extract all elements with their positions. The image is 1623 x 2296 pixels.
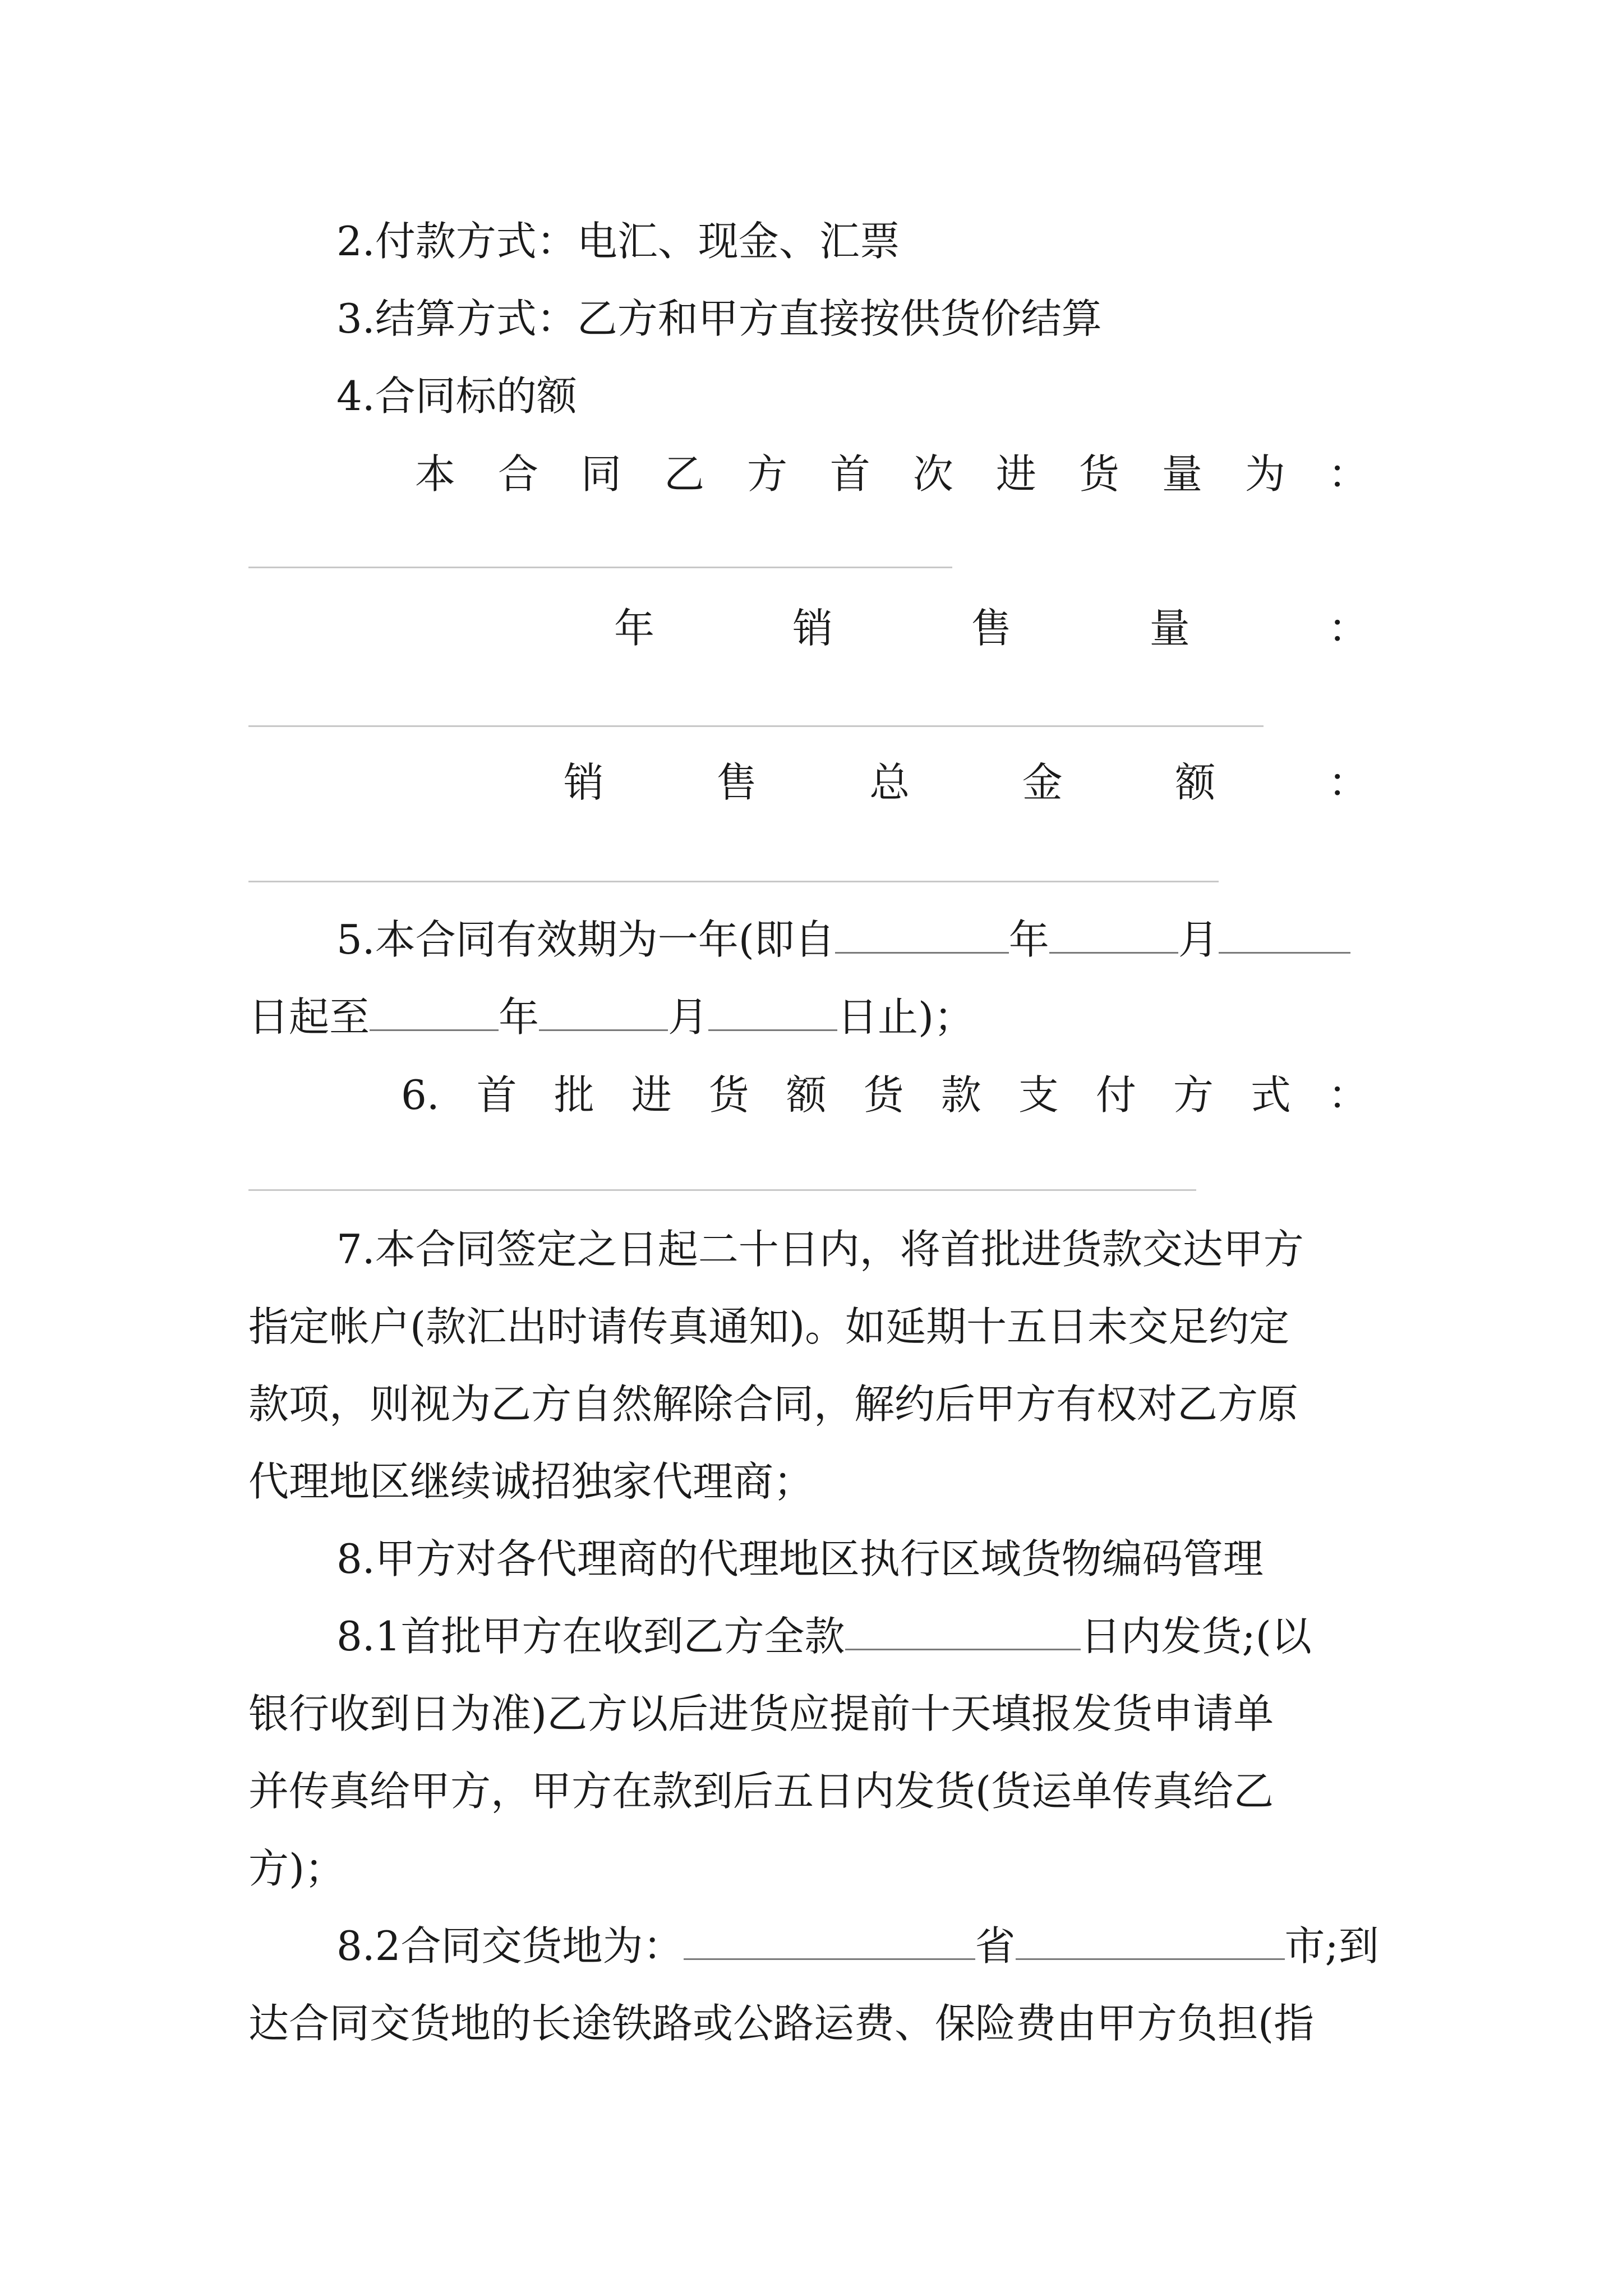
first-purchase-quantity-label-char: 进: [995, 450, 1036, 498]
month-label: 月: [1178, 916, 1219, 963]
validity-text: 5.本合同有效期为一年(即自: [336, 916, 835, 963]
end-month-blank: [539, 995, 668, 1031]
clause-8-1-line-1: [336, 1608, 1312, 1664]
clause-7-line-4: 代理地区继续诚招独家代理商；: [248, 1458, 814, 1505]
first-payment-method-label-char: 批: [554, 1071, 594, 1119]
first-purchase-quantity-label-char: 首: [829, 450, 870, 498]
clause-8-1-line-3: 并传真给甲方，甲方在款到后五日内发货(货运单传真给乙: [248, 1768, 1274, 1815]
total-sales-amount-label-char: 金: [1022, 759, 1063, 806]
annual-sales-label-char: 售: [971, 605, 1012, 652]
annual-sales-label-char: 年: [614, 605, 655, 652]
first-payment-method-label-char: 方: [1173, 1071, 1214, 1119]
clause-payment-method: 2.付款方式：电汇、现金、汇票: [336, 218, 900, 265]
city-label: 市;到: [1284, 1922, 1379, 1970]
year-label: 年: [1008, 916, 1049, 963]
total-sales-blank-line: [248, 881, 1219, 882]
first-purchase-quantity-label-char: 方: [746, 450, 787, 498]
first-purchase-blank-line: [248, 567, 952, 568]
clause-8-1-line-2: 银行收到日为准)乙方以后进货应提前十天填报发货申请单: [248, 1690, 1274, 1737]
first-payment-method-label-char: 货: [863, 1071, 904, 1119]
validity-to-text: 日起至: [248, 993, 370, 1041]
first-purchase-quantity-label-char: 次: [912, 450, 953, 498]
first-purchase-quantity-label-char: 乙: [663, 450, 704, 498]
first-purchase-quantity-label-char: 量: [1161, 450, 1202, 498]
clause-7-line-2: 指定帐户(款汇出时请传真通知)。如延期十五日未交足约定: [248, 1303, 1290, 1350]
annual-sales-label: [614, 600, 1368, 656]
clause-8-2-text: 8.2合同交货地为：: [336, 1922, 684, 1970]
total-sales-amount-label-char: ：: [1327, 759, 1368, 806]
clause-8-1-line-4: 方)；: [248, 1845, 345, 1892]
province-blank: [684, 1924, 975, 1960]
city-blank: [1016, 1924, 1285, 1960]
clause-7-line-3: 款项，则视为乙方自然解除合同，解约后甲方有权对乙方原: [248, 1381, 1299, 1428]
clause-8-1-text-end: 日内发货;(以: [1080, 1613, 1312, 1660]
first-payment-method-label-char: ：: [1327, 1071, 1368, 1119]
province-label: 省: [975, 1922, 1016, 1970]
first-purchase-quantity-label-char: 本: [415, 450, 456, 498]
annual-sales-label-char: 销: [792, 605, 833, 652]
clause-7-line-1: 7.本合同签定之日起二十日内，将首批进货款交达甲方: [336, 1226, 1304, 1273]
first-payment-method-label-char: 付: [1095, 1071, 1136, 1119]
total-sales-amount-label-char: 售: [716, 759, 757, 806]
first-payment-method-label-char: 式: [1250, 1071, 1291, 1119]
delivery-days-blank: [845, 1614, 1081, 1650]
end-day-blank: [708, 995, 837, 1031]
clause-8-2-line-1: [336, 1918, 1379, 1974]
first-payment-method-label-char: 款: [940, 1071, 981, 1119]
annual-sales-blank-line: [248, 725, 1264, 727]
first-payment-method-label-char: 首: [476, 1071, 517, 1119]
total-sales-amount-label: [564, 754, 1368, 811]
first-payment-method-label-char: 支: [1018, 1071, 1059, 1119]
start-month-blank: [1049, 917, 1178, 954]
month-label: 月: [668, 993, 709, 1041]
start-year-blank: [835, 917, 1009, 954]
first-purchase-quantity-label-char: ：: [1327, 450, 1368, 498]
first-payment-method-label: [401, 1067, 1368, 1123]
annual-sales-label-char: 量: [1149, 605, 1190, 652]
validity-end-text: 日止)；: [837, 993, 975, 1041]
first-payment-method-label-char: 货: [708, 1071, 749, 1119]
year-label: 年: [499, 993, 540, 1041]
annual-sales-label-char: ：: [1327, 605, 1368, 652]
total-sales-amount-label-char: 总: [869, 759, 910, 806]
first-payment-method-label-char: 6.: [401, 1071, 440, 1119]
total-sales-amount-label-char: 销: [564, 759, 605, 806]
clause-8: 8.甲方对各代理商的代理地区执行区域货物编码管理: [336, 1535, 1264, 1582]
first-payment-method-label-char: 额: [786, 1071, 827, 1119]
total-sales-amount-label-char: 额: [1175, 759, 1216, 806]
clause-validity-line-2: [248, 989, 974, 1045]
clause-8-1-text: 8.1首批甲方在收到乙方全款: [336, 1613, 845, 1660]
start-day-blank: [1219, 917, 1350, 954]
first-purchase-quantity-label-char: 同: [580, 450, 621, 498]
clause-settlement-method: 3.结算方式：乙方和甲方直接按供货价结算: [336, 295, 1102, 342]
first-purchase-quantity-label-char: 合: [497, 450, 538, 498]
clause-validity-line-1: [336, 912, 1350, 968]
first-payment-blank-line: [248, 1189, 1196, 1191]
first-purchase-quantity-label: [415, 446, 1368, 502]
first-payment-method-label-char: 进: [631, 1071, 672, 1119]
first-purchase-quantity-label-char: 货: [1078, 450, 1119, 498]
clause-contract-amount-heading: 4.合同标的额: [336, 372, 577, 420]
first-purchase-quantity-label-char: 为: [1244, 450, 1285, 498]
end-year-blank: [370, 995, 499, 1031]
clause-8-2-line-2: 达合同交货地的长途铁路或公路运费、保险费由甲方负担(指: [248, 2000, 1315, 2047]
